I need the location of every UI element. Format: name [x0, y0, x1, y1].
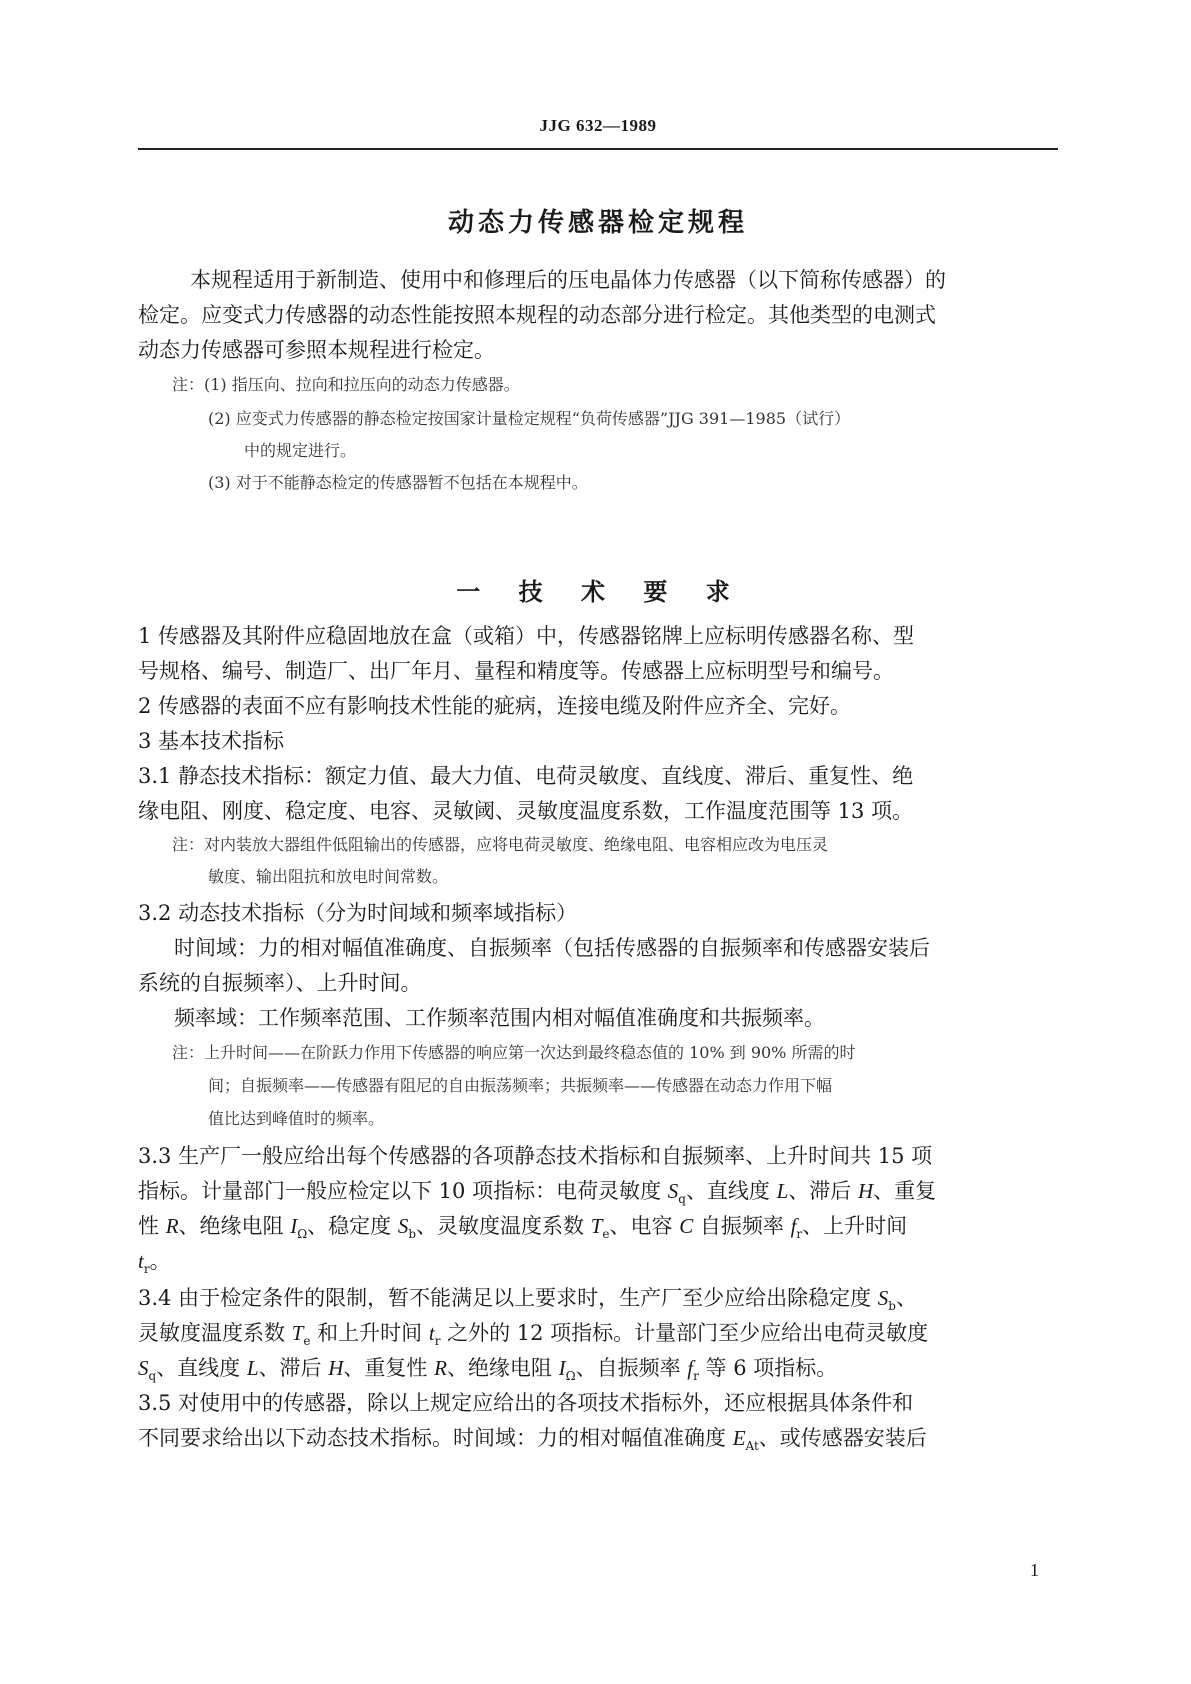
note-line: 注：对内装放大器组件低阻输出的传感器，应将电荷灵敏度、绝缘电阻、电容相应改为电压灵 — [172, 835, 829, 854]
section-title: 一 技 术 要 求 — [456, 578, 740, 606]
note-line: 间；自振频率——传感器有阻尼的自由振荡频率；共振频率——传感器在动态力作用下幅 — [208, 1076, 833, 1095]
body-line: 缘电阻、刚度、稳定度、电容、灵敏阈、灵敏度温度系数，工作温度范围等 13 项。 — [138, 799, 914, 823]
note-line: 敏度、输出阻抗和放电时间常数。 — [208, 867, 449, 886]
intro-line-1: 本规程适用于新制造、使用中和修理后的压电晶体力传感器（以下简称传感器）的 — [190, 268, 946, 292]
body-line: 灵敏度温度系数 $T_e$ 和上升时间 $t_r$ 之外的 12 项指标。计量部门至少应给出电荷灵敏度 — [138, 1321, 929, 1349]
body-line: 3.2 动态技术指标（分为时间域和频率域指标） — [138, 901, 578, 925]
body-line: 3.5 对使用中的传感器，除以上规定应给出的各项技术指标外，还应根据具体条件和 — [138, 1391, 914, 1415]
body-line: 1 传感器及其附件应稳固地放在盒（或箱）中，传感器铭牌上应标明传感器名称、型 — [138, 624, 915, 648]
note-line: 值比达到峰值时的频率。 — [208, 1109, 385, 1128]
body-line: 不同要求给出以下动态技术指标。时间域：力的相对幅值准确度 $E_{At}$、或传感器安装后 — [138, 1426, 927, 1454]
body-line: 指标。计量部门一般应检定以下 10 项指标：电荷灵敏度 $S_q$、直线度 L、滞后 H、重复 — [138, 1179, 937, 1207]
intro-note-2-cont: 中的规定进行。 — [244, 441, 357, 460]
body-line: 3.3 生产厂一般应给出每个传感器的各项静态技术指标和自振频率、上升时间共 15 项 — [138, 1144, 933, 1168]
body-line: $t_r$。 — [138, 1249, 171, 1277]
page-number: 1 — [1030, 1560, 1039, 1580]
body-line: $S_q$、直线度 L、滞后 H、重复性 R、绝缘电阻 $I_\Omega$、自振频率 $f_r$ 等 6 项指标。 — [138, 1356, 838, 1384]
body-line: 时间域：力的相对幅值准确度、自振频率（包括传感器的自振频率和传感器安装后 — [174, 936, 930, 960]
note-line: 注：上升时间——在阶跃力作用下传感器的响应第一次达到最终稳态值的 10% 到 90% 所需的时 — [172, 1043, 856, 1062]
body-line: 频率域：工作频率范围、工作频率范围内相对幅值准确度和共振频率。 — [174, 1006, 825, 1030]
body-line: 3.1 静态技术指标：额定力值、最大力值、电荷灵敏度、直线度、滞后、重复性、绝 — [138, 764, 914, 788]
body-line: 系统的自振频率）、上升时间。 — [138, 971, 422, 995]
body-line: 性 R、绝缘电阻 $I_\Omega$、稳定度 $S_b$、灵敏度温度系数 $T_e$、电容 C 自振频率 $f_r$、上升时间 — [138, 1214, 908, 1242]
body-line: 2 传感器的表面不应有影响技术性能的疵病，连接电缆及附件应齐全、完好。 — [138, 694, 852, 718]
header-rule — [138, 148, 1058, 150]
intro-note-1: 注：(1) 指压向、拉向和拉压向的动态力传感器。 — [172, 375, 520, 394]
intro-line-2: 检定。应变式力传感器的动态性能按照本规程的动态部分进行检定。其他类型的电测式 — [138, 303, 936, 327]
intro-note-2: (2) 应变式力传感器的静态检定按国家计量检定规程“负荷传感器”JJG 391—1985（试行） — [208, 409, 851, 428]
document-code: JJG 632—1989 — [539, 116, 657, 135]
body-line: 号规格、编号、制造厂、出厂年月、量程和精度等。传感器上应标明型号和编号。 — [138, 659, 894, 683]
page-title: 动态力传感器检定规程 — [447, 208, 748, 238]
intro-note-3: (3) 对于不能静态检定的传感器暂不包括在本规程中。 — [208, 473, 588, 492]
body-line: 3 基本技术指标 — [138, 729, 285, 753]
body-line: 3.4 由于检定条件的限制，暂不能满足以上要求时，生产厂至少应给出除稳定度 $S_b$、 — [138, 1286, 917, 1314]
intro-line-3: 动态力传感器可参照本规程进行检定。 — [138, 338, 495, 362]
